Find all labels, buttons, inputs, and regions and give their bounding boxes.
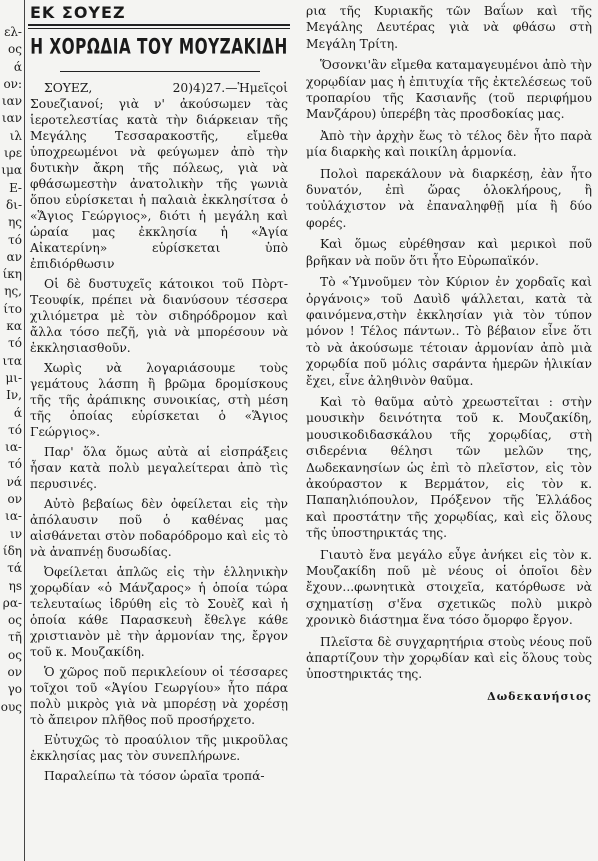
left-fragment: τό (8, 457, 22, 472)
left-fragment: Iν, (6, 388, 22, 403)
paragraph: Ἀπὸ τὴν ἀρχὴν ἕως τὸ τέλος δὲν ἦτο παρὰ μία διαρκὴς καὶ ποικίλη ἁρμονία. (306, 128, 592, 160)
left-fragment: τά (7, 561, 22, 576)
left-fragment: ρα- (2, 595, 22, 610)
left-fragment: ά (13, 405, 22, 420)
column-divider (24, 0, 25, 861)
left-fragment: ιαν (1, 94, 22, 109)
left-fragment: ια- (5, 440, 22, 455)
article-title: Η ΧΟΡΩΔΙΑ ΤΟΥ ΜΟΥΖΑΚΙΔΗ (30, 34, 288, 60)
paragraph: Οἱ δὲ δυστυχεῖς κάτοικοι τοῦ Πὸρτ-Τεουφίκ, πρέπει νὰ διανύσουν τέσσερα χιλιόμετρα μὲ τὸν σιδηρόδρομον καὶ ἄλλα τόσο πεζῆ, γιὰ νὰ μπορέσουν νὰ ἐκκλησιασθοῦν. (30, 277, 288, 355)
paragraph: Εὐτυχῶς τὸ προαύλιον τῆς μικροῦλας ἐκκλησίας μας τὸν συνεπλήρωνε. (30, 733, 288, 763)
paragraph: Καὶ ὅμως εὐρέθησαν καὶ μερικοὶ ποῦ βρῆκαν νὰ ποῦν ὅτι ἦτο Εὐρωπαϊκόν. (306, 237, 592, 268)
left-fragment: ίτο (3, 301, 22, 316)
paragraph: Ὁ χῶρος ποῦ περικλείουν οἱ τέσσαρες τοῖχοι τοῦ «Ἁγίου Γεωργίου» ἦτο πάρα πολὺ μικρὸς γιὰ νὰ μπορέσῃ νὰ χορέσῃ τὸ ἄπειρον πλῆθος ποῦ προσήρχετο. (30, 665, 288, 727)
title-rule (60, 71, 260, 72)
left-fragment: τό (8, 232, 22, 247)
left-fragment: μι- (5, 370, 22, 385)
left-fragment: ιτα (2, 353, 22, 368)
paragraph: Τὸ «Ὑμνοῦμεν τὸν Κύριον ἐν χορδαῖς καὶ ὀργάνοις» τοῦ Δαυὶδ ψάλλεται, κατὰ τὰ φαινόμενα,στὴν ἐκκλησίαν γιὰ τὸν τύπον μόνον ! Τέλος πάντων.. Τὸ βέβαιον εἶνε ὅτι τὸ νὰ ἀκούσωμε τέτοιαν ἁρμονίαν ἀπὸ μιὰ χορῳδία ποῦ μόλις σαράντα ἡμερῶν ἡλικίαν ἔχει, εἶνε ἀληθινὸν θαῦμα. (306, 275, 592, 388)
left-fragment: ον (7, 492, 22, 507)
paragraph: Παραλείπω τὰ τόσον ὡραῖα τροπά- (44, 769, 265, 783)
left-fragment: τό (8, 336, 22, 351)
left-fragment: τό (8, 422, 22, 437)
left-fragment: ους (0, 699, 22, 714)
left-fragment: ης (8, 215, 22, 230)
left-fragment: γο (7, 682, 22, 697)
left-fragment: ια- (5, 509, 22, 524)
left-fragment: ιν (10, 526, 22, 541)
paragraph: ρια τῆς Κυριακῆς τῶν Βαΐων καὶ τῆς Μεγάλης Δευτέρας γιὰ νὰ φθάσω στὴ Μεγάλη Τρίτη. (306, 4, 592, 51)
left-fragment: ά (13, 59, 22, 74)
article-column-1 (30, 80, 288, 788)
section-heading: ΕΚ ΣΟΥΕΖ (30, 3, 126, 22)
left-fragment: τῆ (8, 630, 22, 645)
left-fragment: ον: (3, 76, 22, 91)
left-fragment: ιλ (9, 128, 22, 143)
left-fragment: ίδη (2, 543, 22, 558)
left-fragment: ης, (4, 284, 22, 299)
paragraph: Πολοὶ παρεκάλουν νὰ διαρκέσῃ, ἐὰν ἦτο δυνατόν, ἐπὶ ὥρας ὁλοκλήρους, ἢ τοὐλάχιστον νὰ ἐπαναληφθῇ μία ἢ δύο φορές. (306, 166, 592, 230)
left-fragment: ον (7, 664, 22, 679)
heading-rule (28, 24, 290, 26)
left-fragment: κα (6, 319, 22, 334)
paragraph: Καὶ τὸ θαῦμα αὐτὸ χρεωστεῖται : στὴν μουσικὴν δεινότητα τοῦ κ. Μουζακίδη, μουσικοδιδασκάλου τῆς χορῳδίας, στὴ σιδερένια θέλησι τῶν μελῶν της, Δωδεκανησίων ὡς ἐπὶ τὸ πλεῖστον, εἰς τὸν ἀκούραστον κ Βερμάτον, εἰς τὸν κ. Παπαηλιόπουλον, Πρόξενον τῆς Ἑλλάδος καὶ προστάτην τῆς χορῳδίας, καὶ εἰς ὅλους τῆς ὑποστηρικτάς της. (306, 394, 592, 541)
heading-rule-thin (28, 28, 290, 29)
left-fragment: ος (8, 647, 22, 662)
left-fragment: ιαν (1, 111, 22, 126)
left-fragment: Ε- (9, 180, 22, 195)
left-fragment: ος (8, 42, 22, 57)
paragraph: Παρ' ὅλα ὅμως αὐτὰ αἱ εἰσπράξεις ἦσαν κατὰ πολὺ μεγαλείτεραι ἀπὸ τὶς περυσινές. (30, 445, 288, 491)
left-fragment: ιρε (4, 146, 22, 161)
author-signature: Δωδεκανήσιος (487, 689, 592, 703)
paragraph: Πλεῖστα δὲ συγχαρητήρια στοὺς νέους ποῦ ἀπαρτίζουν τὴν χορῳδίαν καὶ εἰς ὅλους τοὺς ὑποστηρικτάς της. (306, 634, 592, 682)
left-fragment: δι- (6, 197, 22, 212)
left-fragment: ίκη (2, 267, 22, 282)
paragraph: Χωρὶς νὰ λογαριάσουμε τοὺς γεμάτους λάσπη ἢ βρῶμα δρομίσκους τῆς τῆς ἀράπικης συνοικίας, στὴ μέση τῆς ὁποίας εὑρίσκεται ὁ «Ἅγιος Γεώργιος». (30, 361, 288, 439)
paragraph: Ὀφείλεται ἁπλῶς εἰς τὴν ἑλληνικὴν χορῳδίαν «ὁ Μάνζαρος» ἡ ὁποία τώρα τελευταίως ἱδρύθη εἰς τὸ Σουὲζ καὶ ἡ ὁποία κάθε Παρασκευὴ ἔθελγε κάθε χριστιανὸν μὲ τὴν ἁρμονίαν της, ἔργον τοῦ κ. Μουζακίδη. (30, 565, 288, 659)
paragraph: Γιαυτὸ ἕνα μεγάλο εὖγε ἀνήκει εἰς τὸν κ. Μουζακίδη ποῦ μὲ νέους οἱ ὁποῖοι δὲν ἔχουν...φωνητικὰ στοιχεῖα, κατόρθωσε νὰ σχηματίσῃ σ'ἕνα σχετικῶς πολὺ μικρὸ χρονικὸ διάστημα ἕνα τόσο ὄμορφο ἔργον. (306, 547, 592, 628)
left-fragment: ηs (8, 578, 22, 593)
paragraph: Αὐτὸ βεβαίως δὲν ὀφείλεται εἰς τὴν ἀπόλαυσιν ποῦ ὁ καθένας μας αἰσθάνεται στὸν ποδαρόδρομο καὶ εἰς τὸ νὰ ἀναπνέῃ δυσωδίας. (30, 497, 288, 559)
article-column-2 (306, 3, 592, 705)
left-fragment: ιμα (1, 163, 22, 178)
left-fragment: νά (6, 474, 22, 489)
left-fragment: ελ- (4, 25, 22, 39)
paragraph: ΣΟΥΕΖ, 20)4)27.—Ἡμεῖςοἱ Σουεζιανοί; γιὰ ν' ἀκούσωμεν τὰς ἱεροτελεστίας κατὰ τὴν διάρκειαν τῆς Μεγάλης Τεσσαρακοστῆς, εἴμεθα ὑποχρεωμένοι νὰ φεύγωμεν ἀπὸ τὴν δυτικὴν ἄκρη τῆς πόλεως, γιὰ νὰ φθάσωμεστὴν ἀνατολικὴν τῆς γωνιὰ ὅπου εὑρίσκεται ἡ παλαιὰ ἐκκλησίτσα ὁ «Ἅγιος Γεώργιος», διότι ἡ μεγάλη καὶ ὡραία μας ἐκκλησία ἡ «Ἁγία Αἰκατερίνη» εὑρίσκεται ὑπὸ ἐπιδιόρθωσιν (30, 81, 288, 271)
paragraph: Ὅσονκι'ἂν εἴμεθα καταμαγευμένοι ἀπὸ τὴν χορῳδίαν μας ἡ ἐπιτυχία τῆς ἐκτελέσεως τοῦ τροπαρίου τῆς Κασιανῆς (τοῦ περιφήμου Μανζάρου) ὑπερέβη τὰς προσδοκίας μας. (306, 58, 592, 122)
left-column-fragments (0, 24, 22, 854)
left-fragment: αν (6, 249, 22, 264)
left-fragment: ος (8, 613, 22, 628)
